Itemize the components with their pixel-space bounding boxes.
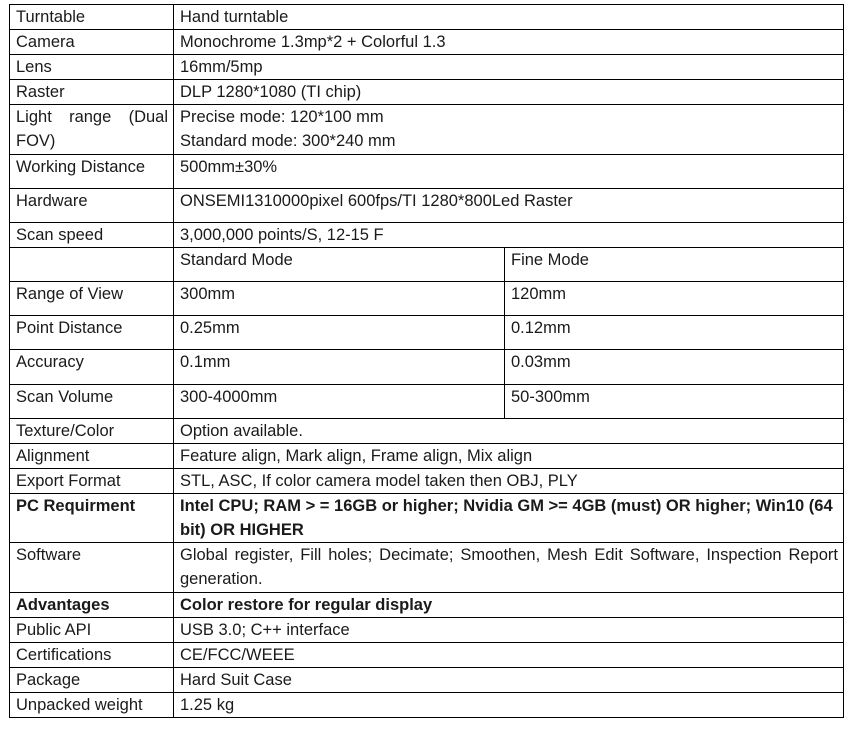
table-row	[10, 316, 844, 350]
table-row	[10, 105, 844, 155]
table-row	[10, 693, 844, 718]
row-label-certifications: Certifications	[10, 643, 174, 668]
row-value-package: Hard Suit Case	[174, 668, 844, 693]
table-row	[10, 189, 844, 223]
row-label-scan-speed: Scan speed	[10, 223, 174, 248]
table-row	[10, 30, 844, 55]
mode-header-fine: Fine Mode	[505, 248, 844, 282]
row-label-public-api: Public API	[10, 618, 174, 643]
table-row	[10, 494, 844, 543]
row-value-lens: 16mm/5mp	[174, 55, 844, 80]
row-value-unpacked-weight: 1.25 kg	[174, 693, 844, 718]
row-value-light-range	[174, 105, 844, 155]
table-row	[10, 668, 844, 693]
mode-header-standard: Standard Mode	[174, 248, 505, 282]
row-value-hardware: ONSEMI1310000pixel 600fps/TI 1280*800Led Raster	[174, 189, 844, 223]
table-row	[10, 5, 844, 30]
table-row	[10, 618, 844, 643]
row-value-working-distance: 500mm±30%	[174, 155, 844, 189]
row-value-export: STL, ASC, If color camera model taken then OBJ, PLY	[174, 469, 844, 494]
row-label-lens: Lens	[10, 55, 174, 80]
row-label-working-distance: Working Distance	[10, 155, 174, 189]
row-label-package: Package	[10, 668, 174, 693]
table-row	[10, 155, 844, 189]
row-value-pc-requirement: Intel CPU; RAM > = 16GB or higher; Nvidia GM >= 4GB (must) OR higher; Win10 (64 bit) OR HIGHER	[174, 494, 844, 543]
row-value-certifications: CE/FCC/WEEE	[174, 643, 844, 668]
row-label-unpacked-weight: Unpacked weight	[10, 693, 174, 718]
mode-header-empty	[10, 248, 174, 282]
row-label-range-of-view: Range of View	[10, 282, 174, 316]
table-row	[10, 593, 844, 618]
table-row	[10, 350, 844, 385]
row-label-export: Export Format	[10, 469, 174, 494]
table-row	[10, 223, 844, 248]
row-value-texture: Option available.	[174, 419, 844, 444]
row-label-hardware: Hardware	[10, 189, 174, 223]
row-label-accuracy: Accuracy	[10, 350, 174, 385]
row-label-scan-volume: Scan Volume	[10, 385, 174, 419]
table-row	[10, 419, 844, 444]
row-value-range-of-view-standard: 300mm	[174, 282, 505, 316]
row-label-alignment: Alignment	[10, 444, 174, 469]
table-row	[10, 444, 844, 469]
row-value-advantages: Color restore for regular display	[174, 593, 844, 618]
row-label-camera: Camera	[10, 30, 174, 55]
table-row	[10, 248, 844, 282]
row-label-texture: Texture/Color	[10, 419, 174, 444]
table-row	[10, 643, 844, 668]
row-value-range-of-view-fine: 120mm	[505, 282, 844, 316]
row-value-software: Global register, Fill holes; Decimate; Smoothen, Mesh Edit Software, Inspection Report generation.	[174, 543, 844, 593]
table-row	[10, 80, 844, 105]
row-label-software: Software	[10, 543, 174, 593]
row-value-scan-speed: 3,000,000 points/S, 12-15 F	[174, 223, 844, 248]
row-label-light-range: Light range (Dual FOV)	[10, 105, 174, 155]
row-value-public-api: USB 3.0; C++ interface	[174, 618, 844, 643]
row-value-point-distance-standard: 0.25mm	[174, 316, 505, 350]
row-label-advantages: Advantages	[10, 593, 174, 618]
row-value-point-distance-fine: 0.12mm	[505, 316, 844, 350]
row-value-camera: Monochrome 1.3mp*2 + Colorful 1.3	[174, 30, 844, 55]
table-row	[10, 543, 844, 593]
light-range-precise: Precise mode: 120*100 mm	[180, 108, 384, 126]
table-row	[10, 282, 844, 316]
row-label-turntable: Turntable	[10, 5, 174, 30]
row-value-scan-volume-fine: 50-300mm	[505, 385, 844, 419]
light-range-standard: Standard mode: 300*240 mm	[180, 132, 396, 150]
table-row	[10, 469, 844, 494]
row-label-point-distance: Point Distance	[10, 316, 174, 350]
row-value-alignment: Feature align, Mark align, Frame align, Mix align	[174, 444, 844, 469]
table-row	[10, 385, 844, 419]
row-value-turntable: Hand turntable	[174, 5, 844, 30]
table-row	[10, 55, 844, 80]
row-value-scan-volume-standard: 300-4000mm	[174, 385, 505, 419]
spec-table	[9, 4, 844, 718]
row-value-raster: DLP 1280*1080 (TI chip)	[174, 80, 844, 105]
row-label-pc-requirement: PC Requirment	[10, 494, 174, 543]
row-value-accuracy-fine: 0.03mm	[505, 350, 844, 385]
row-label-raster: Raster	[10, 80, 174, 105]
row-value-accuracy-standard: 0.1mm	[174, 350, 505, 385]
